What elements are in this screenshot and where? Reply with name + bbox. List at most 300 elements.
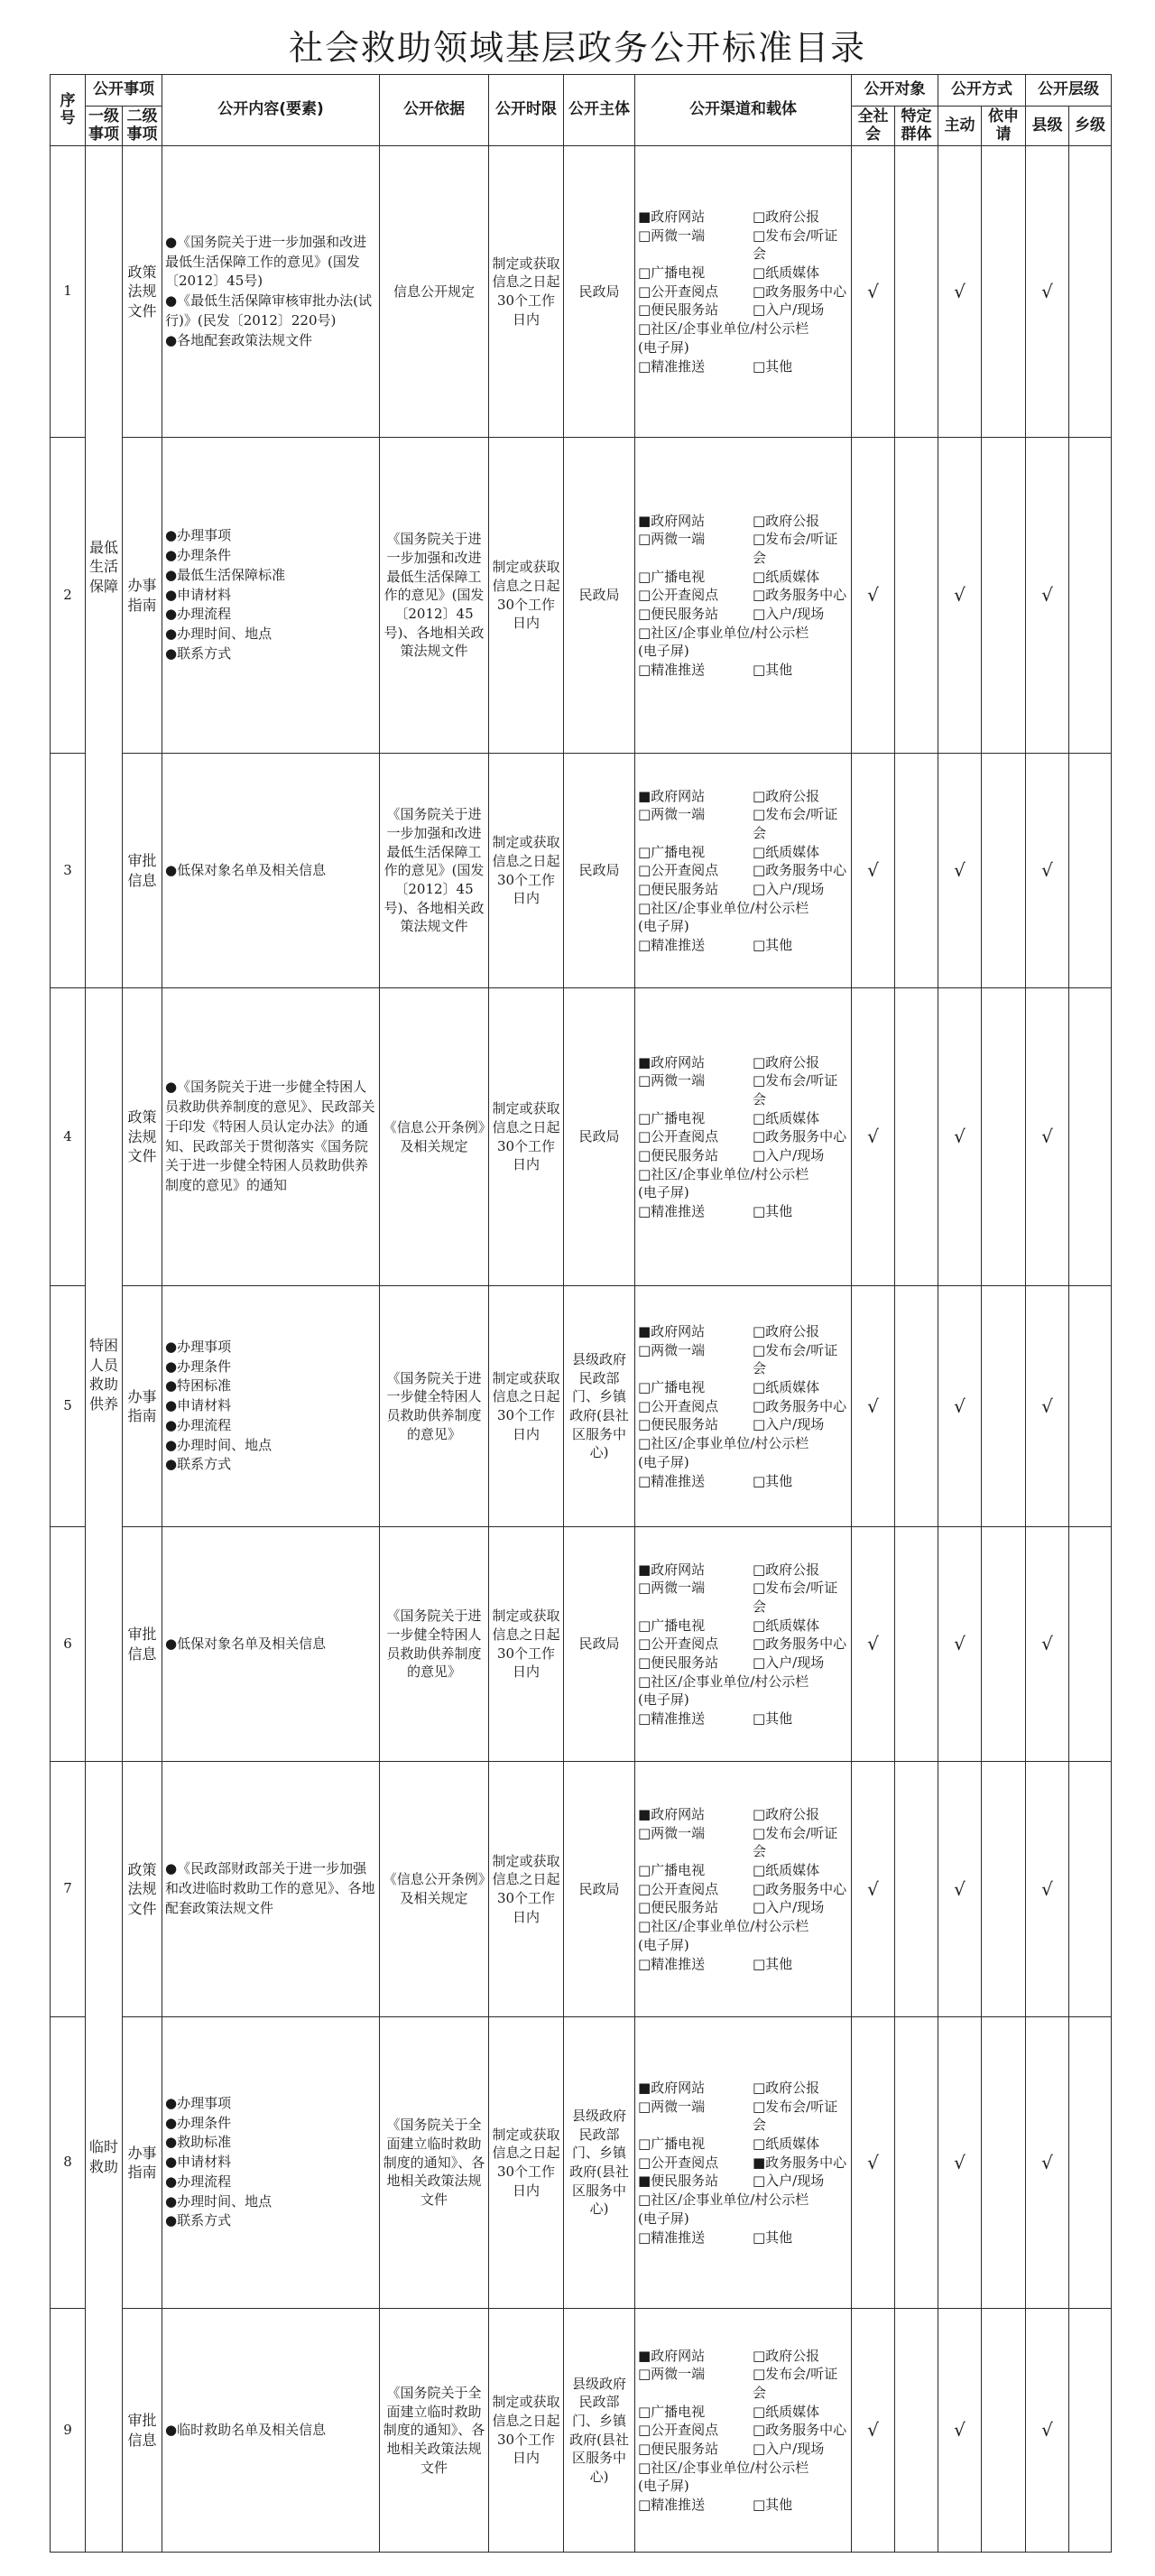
table-row bbox=[51, 2017, 1112, 2309]
row-limit: 制定或获取信息之日起30个工作日内 bbox=[489, 754, 564, 988]
channel-option[interactable]: □发布会/听证会 bbox=[753, 1824, 838, 1860]
header-level: 公开层级 bbox=[1026, 75, 1112, 107]
check-cell bbox=[982, 2309, 1026, 2553]
check-cell: √ bbox=[852, 1762, 895, 2017]
content-item: ●申请材料 bbox=[165, 586, 232, 603]
row-seq: 4 bbox=[51, 988, 86, 1286]
content-item: ●联系方式 bbox=[165, 644, 232, 662]
content-item: ●办理条件 bbox=[165, 547, 232, 564]
channel-option[interactable]: □纸质媒体 bbox=[753, 1109, 820, 1126]
channel-option[interactable]: □其他 bbox=[753, 357, 793, 375]
row-seq: 7 bbox=[51, 1762, 86, 2017]
header-target-all: 全社会 bbox=[852, 107, 895, 146]
row-level2: 政策法规文件 bbox=[123, 988, 162, 1286]
channel-option[interactable]: □便民服务站 bbox=[638, 2440, 719, 2457]
channel-grid bbox=[638, 1805, 848, 1973]
header-target: 公开对象 bbox=[852, 75, 938, 107]
catalog-table bbox=[50, 74, 1112, 2553]
row-basis: 《国务院关于进一步健全特困人员救助供养制度的意见》 bbox=[380, 1286, 489, 1527]
channel-option[interactable]: □纸质媒体 bbox=[753, 568, 820, 585]
content-item: ●办理流程 bbox=[165, 606, 232, 623]
row-basis: 《国务院关于全面建立临时救助制度的通知》、各地相关政策法规文件 bbox=[380, 2309, 489, 2553]
row-basis: 《国务院关于全面建立临时救助制度的通知》、各地相关政策法规文件 bbox=[380, 2017, 489, 2309]
row-level2: 办事指南 bbox=[123, 1286, 162, 1527]
channel-option[interactable]: □纸质媒体 bbox=[753, 1617, 820, 1634]
content-item: ●联系方式 bbox=[165, 2212, 232, 2229]
row-content bbox=[162, 2309, 380, 2553]
content-item: ●《国务院关于进一步加强和改进最低生活保障工作的意见》(国发〔2012〕45号) bbox=[165, 233, 367, 290]
content-item: ●《最低生活保障审核审批办法(试行)》(民发〔2012〕220号) bbox=[165, 292, 372, 329]
row-limit: 制定或获取信息之日起30个工作日内 bbox=[489, 1286, 564, 1527]
check-cell: √ bbox=[938, 146, 982, 438]
row-content bbox=[162, 754, 380, 988]
row-content bbox=[162, 2017, 380, 2309]
channel-option[interactable]: □精准推送 bbox=[638, 1955, 706, 1972]
channel-option[interactable]: □政务服务中心 bbox=[753, 1128, 847, 1145]
check-cell: √ bbox=[938, 1527, 982, 1762]
check-cell bbox=[1069, 754, 1112, 988]
channel-option[interactable]: □入户/现场 bbox=[753, 880, 825, 897]
channel-option[interactable]: □纸质媒体 bbox=[753, 2403, 820, 2420]
channel-option[interactable]: (电子屏) bbox=[638, 1691, 689, 1709]
header-target-specific: 特定群体 bbox=[895, 107, 938, 146]
check-cell bbox=[982, 754, 1026, 988]
channel-option[interactable]: □社区/企事业单位/村公示栏 bbox=[638, 1673, 809, 1690]
row-channels bbox=[635, 988, 852, 1286]
check-cell: √ bbox=[852, 1527, 895, 1762]
channel-option[interactable]: □政务服务中心 bbox=[753, 1880, 847, 1897]
channel-option[interactable]: □便民服务站 bbox=[638, 1899, 719, 1916]
header-items: 公开事项 bbox=[86, 75, 162, 107]
row-basis: 《国务院关于进一步健全特困人员救助供养制度的意见》 bbox=[380, 1527, 489, 1762]
channel-option[interactable]: □社区/企事业单位/村公示栏 bbox=[638, 2191, 809, 2209]
channel-option[interactable]: □其他 bbox=[753, 1710, 793, 1727]
content-item: ●《民政部财政部关于进一步加强和改进临时救助工作的意见》、各地配套政策法规文件 bbox=[165, 1860, 375, 1916]
content-item: ●救助标准 bbox=[165, 2134, 232, 2151]
content-item: ●申请材料 bbox=[165, 2154, 232, 2171]
row-level2: 审批信息 bbox=[123, 1527, 162, 1762]
row-content bbox=[162, 988, 380, 1286]
check-cell bbox=[895, 1527, 938, 1762]
channel-option[interactable]: □公开查阅点 bbox=[638, 862, 719, 879]
check-cell bbox=[1069, 2309, 1112, 2553]
row-level1: 特困人员救助供养 bbox=[86, 988, 123, 1762]
channel-option[interactable]: □政务服务中心 bbox=[753, 1397, 847, 1414]
check-cell: √ bbox=[938, 2017, 982, 2309]
header-level1: 一级事项 bbox=[86, 107, 123, 146]
check-cell: √ bbox=[852, 1286, 895, 1527]
table-row bbox=[51, 754, 1112, 988]
channel-option[interactable]: □政府公报 bbox=[753, 2347, 820, 2364]
channel-option[interactable]: □纸质媒体 bbox=[753, 264, 820, 282]
channel-option[interactable]: □政府公报 bbox=[753, 1323, 820, 1339]
row-seq: 2 bbox=[51, 438, 86, 754]
check-cell: √ bbox=[852, 146, 895, 438]
channel-option[interactable]: ■政府网站 bbox=[638, 208, 706, 225]
check-cell: √ bbox=[852, 754, 895, 988]
channel-option[interactable]: □政府公报 bbox=[753, 512, 820, 529]
row-basis: 信息公开规定 bbox=[380, 146, 489, 438]
channel-option[interactable]: □公开查阅点 bbox=[638, 1128, 719, 1145]
channel-option[interactable]: ■政府网站 bbox=[638, 2347, 706, 2364]
channel-option[interactable]: ■政府网站 bbox=[638, 512, 706, 529]
channel-option[interactable]: □社区/企事业单位/村公示栏 bbox=[638, 1435, 809, 1452]
check-cell bbox=[982, 1527, 1026, 1762]
row-level2: 审批信息 bbox=[123, 754, 162, 988]
channel-option[interactable]: □便民服务站 bbox=[638, 301, 719, 319]
row-subject: 民政局 bbox=[564, 988, 635, 1286]
header-seq: 序号 bbox=[51, 75, 86, 146]
channel-option[interactable]: ■政府网站 bbox=[638, 1053, 706, 1070]
channel-option[interactable]: □入户/现场 bbox=[753, 2440, 825, 2457]
channel-option[interactable]: □入户/现场 bbox=[753, 1416, 825, 1433]
channel-option[interactable]: □广播电视 bbox=[638, 264, 706, 282]
row-subject: 县级政府民政部门、乡镇政府(县社区服务中心) bbox=[564, 2309, 635, 2553]
row-subject: 民政局 bbox=[564, 1762, 635, 2017]
row-subject: 民政局 bbox=[564, 146, 635, 438]
channel-option[interactable]: □广播电视 bbox=[638, 843, 706, 860]
header-limit: 公开时限 bbox=[489, 75, 564, 146]
channel-option[interactable]: □公开查阅点 bbox=[638, 1880, 719, 1897]
row-limit: 制定或获取信息之日起30个工作日内 bbox=[489, 1762, 564, 2017]
channel-option[interactable]: □其他 bbox=[753, 1955, 793, 1972]
channel-option[interactable]: □社区/企事业单位/村公示栏 bbox=[638, 320, 809, 338]
header-level-town: 乡级 bbox=[1069, 107, 1112, 146]
channel-option[interactable]: □两微一端 bbox=[638, 806, 706, 823]
row-basis: 《信息公开条例》及相关规定 bbox=[380, 1762, 489, 2017]
check-cell bbox=[982, 2017, 1026, 2309]
channel-option[interactable]: □发布会/听证会 bbox=[753, 531, 838, 566]
channel-grid bbox=[638, 1053, 848, 1221]
table-row bbox=[51, 1762, 1112, 2017]
content-item: ●办理条件 bbox=[165, 2114, 232, 2131]
channel-option[interactable]: □政务服务中心 bbox=[753, 1635, 847, 1653]
channel-option[interactable]: □社区/企事业单位/村公示栏 bbox=[638, 624, 809, 641]
channel-option[interactable]: □其他 bbox=[753, 662, 793, 678]
row-content bbox=[162, 1762, 380, 2017]
check-cell bbox=[895, 1286, 938, 1527]
channel-option[interactable]: □发布会/听证会 bbox=[753, 227, 838, 263]
channel-option[interactable]: □两微一端 bbox=[638, 2098, 706, 2115]
row-subject: 民政局 bbox=[564, 754, 635, 988]
channel-option[interactable]: □发布会/听证会 bbox=[753, 2366, 838, 2401]
check-cell bbox=[895, 2017, 938, 2309]
content-item: ●最低生活保障标准 bbox=[165, 566, 286, 583]
channel-option[interactable]: □广播电视 bbox=[638, 2136, 706, 2153]
row-subject: 民政局 bbox=[564, 1527, 635, 1762]
table-body bbox=[51, 146, 1112, 2553]
content-item: ●《国务院关于进一步健全特困人员救助供养制度的意见》、民政部关于印发《特困人员认定办法》的通知、民政部关于贯彻落实《国务院关于进一步健全特困人员救助供养制度的意见》的通知 bbox=[165, 1079, 375, 1194]
channel-option[interactable]: □便民服务站 bbox=[638, 880, 719, 897]
header-method: 公开方式 bbox=[938, 75, 1026, 107]
page-title: 社会救助领域基层政务公开标准目录 bbox=[288, 28, 866, 68]
channel-option[interactable]: □精准推送 bbox=[638, 2229, 706, 2246]
channel-option[interactable]: □入户/现场 bbox=[753, 605, 825, 622]
channel-option[interactable]: □精准推送 bbox=[638, 357, 706, 375]
channel-option[interactable]: □广播电视 bbox=[638, 568, 706, 585]
channel-option[interactable]: □纸质媒体 bbox=[753, 1379, 820, 1396]
row-limit: 制定或获取信息之日起30个工作日内 bbox=[489, 2309, 564, 2553]
channel-grid bbox=[638, 1561, 848, 1728]
channel-option[interactable]: □广播电视 bbox=[638, 1617, 706, 1634]
channel-option[interactable]: □公开查阅点 bbox=[638, 283, 719, 300]
channel-grid bbox=[638, 1322, 848, 1490]
row-basis: 《国务院关于进一步加强和改进最低生活保障工作的意见》(国发〔2012〕45号)、各地相关政策法规文件 bbox=[380, 754, 489, 988]
channel-option[interactable]: ■政府网站 bbox=[638, 1323, 706, 1339]
channel-option[interactable]: ■政府网站 bbox=[638, 1806, 706, 1822]
check-cell bbox=[1069, 1762, 1112, 2017]
check-cell bbox=[982, 1762, 1026, 2017]
row-level2: 办事指南 bbox=[123, 438, 162, 754]
channel-option[interactable]: □社区/企事业单位/村公示栏 bbox=[638, 1918, 809, 1935]
channel-option[interactable]: □社区/企事业单位/村公示栏 bbox=[638, 899, 809, 916]
channel-option[interactable]: (电子屏) bbox=[638, 2478, 689, 2495]
channel-option[interactable]: □便民服务站 bbox=[638, 1146, 719, 1163]
channel-option[interactable]: □两微一端 bbox=[638, 531, 706, 548]
content-item: ●各地配套政策法规文件 bbox=[165, 331, 313, 348]
row-basis: 《信息公开条例》及相关规定 bbox=[380, 988, 489, 1286]
channel-option[interactable]: □公开查阅点 bbox=[638, 2422, 719, 2439]
check-cell bbox=[895, 438, 938, 754]
header-method-request: 依申请 bbox=[982, 107, 1026, 146]
check-cell: √ bbox=[852, 2309, 895, 2553]
channel-option[interactable]: ■政府网站 bbox=[638, 2080, 706, 2096]
channel-option[interactable]: □两微一端 bbox=[638, 1341, 706, 1358]
check-cell bbox=[1069, 438, 1112, 754]
content-item: ●办理流程 bbox=[165, 2173, 232, 2190]
check-cell: √ bbox=[1026, 2017, 1069, 2309]
channel-option[interactable]: □两微一端 bbox=[638, 1824, 706, 1841]
check-cell: √ bbox=[852, 2017, 895, 2309]
row-level2: 政策法规文件 bbox=[123, 1762, 162, 2017]
check-cell bbox=[982, 146, 1026, 438]
row-limit: 制定或获取信息之日起30个工作日内 bbox=[489, 1527, 564, 1762]
check-cell bbox=[895, 754, 938, 988]
header-content: 公开内容(要素) bbox=[162, 75, 380, 146]
content-item: ●办理流程 bbox=[165, 1416, 232, 1433]
row-basis: 《国务院关于进一步加强和改进最低生活保障工作的意见》(国发〔2012〕45号)、各地相关政策法规文件 bbox=[380, 438, 489, 754]
row-limit: 制定或获取信息之日起30个工作日内 bbox=[489, 988, 564, 1286]
content-item: ●办理时间、地点 bbox=[165, 2192, 273, 2210]
channel-option[interactable]: (电子屏) bbox=[638, 1453, 689, 1470]
row-level2: 政策法规文件 bbox=[123, 146, 162, 438]
channel-option[interactable]: ■政务服务中心 bbox=[753, 2154, 847, 2171]
channel-option[interactable]: (电子屏) bbox=[638, 1184, 689, 1201]
row-limit: 制定或获取信息之日起30个工作日内 bbox=[489, 2017, 564, 2309]
channel-option[interactable]: □纸质媒体 bbox=[753, 1862, 820, 1879]
channel-option[interactable]: (电子屏) bbox=[638, 338, 689, 356]
channel-option[interactable]: □发布会/听证会 bbox=[753, 1341, 838, 1377]
check-cell: √ bbox=[938, 1286, 982, 1527]
check-cell: √ bbox=[938, 2309, 982, 2553]
header-basis: 公开依据 bbox=[380, 75, 489, 146]
content-item: ●办理时间、地点 bbox=[165, 625, 273, 643]
channel-option[interactable]: (电子屏) bbox=[638, 643, 689, 660]
check-cell bbox=[982, 1286, 1026, 1527]
channel-option[interactable]: □其他 bbox=[753, 1472, 793, 1489]
check-cell bbox=[1069, 146, 1112, 438]
row-channels bbox=[635, 2309, 852, 2553]
check-cell: √ bbox=[938, 438, 982, 754]
header-channels: 公开渠道和载体 bbox=[635, 75, 852, 146]
row-channels bbox=[635, 1527, 852, 1762]
channel-option[interactable]: □公开查阅点 bbox=[638, 1397, 719, 1414]
channel-option[interactable]: □广播电视 bbox=[638, 1862, 706, 1879]
check-cell: √ bbox=[1026, 1286, 1069, 1527]
content-item: ●办理条件 bbox=[165, 1357, 232, 1375]
channel-option[interactable]: □政务服务中心 bbox=[753, 587, 847, 604]
row-channels bbox=[635, 2017, 852, 2309]
channel-option[interactable]: □广播电视 bbox=[638, 2403, 706, 2420]
channel-option[interactable]: □精准推送 bbox=[638, 1203, 706, 1219]
channel-option[interactable]: □发布会/听证会 bbox=[753, 806, 838, 841]
row-level1: 最低生活保障 bbox=[86, 146, 123, 988]
channel-option[interactable]: □入户/现场 bbox=[753, 1146, 825, 1163]
channel-option[interactable]: □政务服务中心 bbox=[753, 2422, 847, 2439]
row-subject: 民政局 bbox=[564, 438, 635, 754]
channel-option[interactable]: □两微一端 bbox=[638, 1580, 706, 1597]
channel-option[interactable]: □政务服务中心 bbox=[753, 862, 847, 879]
check-cell: √ bbox=[938, 1762, 982, 2017]
check-cell: √ bbox=[1026, 2309, 1069, 2553]
channel-option[interactable]: □便民服务站 bbox=[638, 1416, 719, 1433]
channel-option[interactable]: □入户/现场 bbox=[753, 1899, 825, 1916]
row-limit: 制定或获取信息之日起30个工作日内 bbox=[489, 146, 564, 438]
channel-option[interactable]: □便民服务站 bbox=[638, 605, 719, 622]
channel-option[interactable]: □广播电视 bbox=[638, 1109, 706, 1126]
channel-option[interactable]: □公开查阅点 bbox=[638, 587, 719, 604]
channel-option[interactable]: □精准推送 bbox=[638, 662, 706, 678]
header-subject: 公开主体 bbox=[564, 75, 635, 146]
channel-option[interactable]: □便民服务站 bbox=[638, 1654, 719, 1671]
channel-option[interactable]: □纸质媒体 bbox=[753, 843, 820, 860]
channel-option[interactable]: ■政府网站 bbox=[638, 1561, 706, 1578]
row-seq: 8 bbox=[51, 2017, 86, 2309]
channel-option[interactable]: □入户/现场 bbox=[753, 1654, 825, 1671]
header-level2: 二级事项 bbox=[123, 107, 162, 146]
channel-option[interactable]: ■政府网站 bbox=[638, 787, 706, 804]
check-cell: √ bbox=[1026, 754, 1069, 988]
channel-option[interactable]: □发布会/听证会 bbox=[753, 1072, 838, 1107]
channel-option[interactable]: □精准推送 bbox=[638, 1710, 706, 1727]
row-seq: 6 bbox=[51, 1527, 86, 1762]
channel-option[interactable]: (电子屏) bbox=[638, 2210, 689, 2227]
channel-option[interactable]: □入户/现场 bbox=[753, 2173, 825, 2190]
table-row bbox=[51, 438, 1112, 754]
check-cell: √ bbox=[852, 438, 895, 754]
content-item: ●办理事项 bbox=[165, 2094, 232, 2111]
channel-grid bbox=[638, 2347, 848, 2515]
table-row bbox=[51, 1527, 1112, 1762]
channel-option[interactable]: □政府公报 bbox=[753, 1561, 820, 1578]
content-item: ●联系方式 bbox=[165, 1456, 232, 1473]
row-level2: 办事指南 bbox=[123, 2017, 162, 2309]
row-subject: 县级政府民政部门、乡镇政府(县社区服务中心) bbox=[564, 2017, 635, 2309]
row-seq: 1 bbox=[51, 146, 86, 438]
channel-option[interactable]: □政务服务中心 bbox=[753, 283, 847, 300]
row-limit: 制定或获取信息之日起30个工作日内 bbox=[489, 438, 564, 754]
check-cell bbox=[1069, 988, 1112, 1286]
check-cell bbox=[1069, 1286, 1112, 1527]
channel-option[interactable]: □两微一端 bbox=[638, 2366, 706, 2383]
row-content bbox=[162, 1527, 380, 1762]
channel-grid bbox=[638, 787, 848, 955]
check-cell bbox=[1069, 2017, 1112, 2309]
row-channels bbox=[635, 1762, 852, 2017]
channel-option[interactable]: □精准推送 bbox=[638, 2497, 706, 2513]
channel-option[interactable]: □其他 bbox=[753, 937, 793, 953]
channel-option[interactable]: □其他 bbox=[753, 2229, 793, 2246]
channel-option[interactable]: □社区/企事业单位/村公示栏 bbox=[638, 2459, 809, 2476]
channel-option[interactable]: □发布会/听证会 bbox=[753, 1580, 838, 1615]
table-row bbox=[51, 146, 1112, 438]
check-cell: √ bbox=[938, 754, 982, 988]
channel-option[interactable]: □公开查阅点 bbox=[638, 2154, 719, 2171]
check-cell: √ bbox=[852, 988, 895, 1286]
content-item: ●特困标准 bbox=[165, 1377, 232, 1395]
check-cell bbox=[895, 146, 938, 438]
channel-option[interactable]: □其他 bbox=[753, 1203, 793, 1219]
check-cell bbox=[982, 988, 1026, 1286]
channel-option[interactable]: □政府公报 bbox=[753, 1053, 820, 1070]
row-seq: 9 bbox=[51, 2309, 86, 2553]
check-cell bbox=[895, 2309, 938, 2553]
row-content bbox=[162, 438, 380, 754]
channel-option[interactable]: (电子屏) bbox=[638, 1936, 689, 1953]
row-seq: 5 bbox=[51, 1286, 86, 1527]
channel-option[interactable]: □精准推送 bbox=[638, 937, 706, 953]
channel-option[interactable]: □其他 bbox=[753, 2497, 793, 2513]
content-item: ●办理事项 bbox=[165, 1338, 232, 1355]
row-level2: 审批信息 bbox=[123, 2309, 162, 2553]
table-row bbox=[51, 988, 1112, 1286]
row-content bbox=[162, 1286, 380, 1527]
check-cell: √ bbox=[1026, 1762, 1069, 2017]
channel-option[interactable]: □纸质媒体 bbox=[753, 2136, 820, 2153]
channel-option[interactable]: □发布会/听证会 bbox=[753, 2098, 838, 2134]
check-cell: √ bbox=[1026, 1527, 1069, 1762]
channel-option[interactable]: □广播电视 bbox=[638, 1379, 706, 1396]
channel-option[interactable]: ■便民服务站 bbox=[638, 2173, 719, 2190]
header-method-active: 主动 bbox=[938, 107, 982, 146]
channel-option[interactable]: □政府公报 bbox=[753, 1806, 820, 1822]
check-cell bbox=[1069, 1527, 1112, 1762]
channel-option[interactable]: □两微一端 bbox=[638, 1072, 706, 1089]
channel-option[interactable]: □精准推送 bbox=[638, 1472, 706, 1489]
row-channels bbox=[635, 146, 852, 438]
check-cell: √ bbox=[1026, 438, 1069, 754]
channel-option[interactable]: (电子屏) bbox=[638, 918, 689, 935]
channel-option[interactable]: □社区/企事业单位/村公示栏 bbox=[638, 1165, 809, 1182]
channel-grid bbox=[638, 208, 848, 375]
channel-option[interactable]: □公开查阅点 bbox=[638, 1635, 719, 1653]
content-item: ●办理时间、地点 bbox=[165, 1436, 273, 1453]
check-cell: √ bbox=[1026, 146, 1069, 438]
check-cell bbox=[895, 988, 938, 1286]
check-cell: √ bbox=[1026, 988, 1069, 1286]
channel-option[interactable]: □入户/现场 bbox=[753, 301, 825, 319]
channel-grid bbox=[638, 2079, 848, 2247]
check-cell bbox=[895, 1762, 938, 2017]
content-item: ●申请材料 bbox=[165, 1397, 232, 1414]
channel-option[interactable]: □政府公报 bbox=[753, 208, 820, 225]
channel-option[interactable]: □两微一端 bbox=[638, 227, 706, 244]
check-cell bbox=[982, 438, 1026, 754]
content-item: ●办理事项 bbox=[165, 527, 232, 544]
content-item: ●低保对象名单及相关信息 bbox=[165, 1635, 327, 1652]
channel-option[interactable]: □政府公报 bbox=[753, 787, 820, 804]
channel-option[interactable]: □政府公报 bbox=[753, 2080, 820, 2096]
